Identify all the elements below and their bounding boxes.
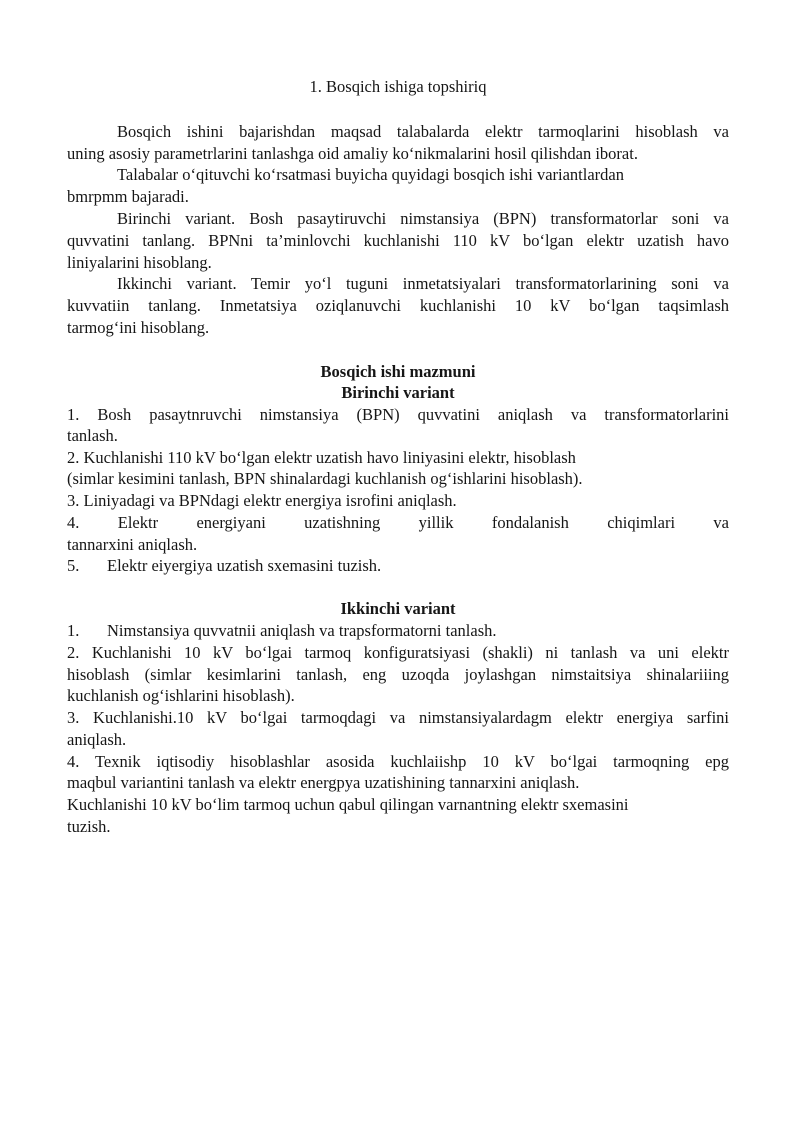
variant-1-item-1-line-1: 1. Bosh pasaytnruvchi nimstansiya (BPN) quvvatini aniqlash va transformatorlarini [67,405,729,424]
variant-1-item-4-line-2: tannarxini aniqlash. [67,535,198,554]
intro-paragraph-3-line-3: liniyalarini hisoblang. [67,253,212,272]
page-title: 1. Bosqich ishiga topshiriq [309,77,487,96]
variant-2-item-2-line-2: hisoblash (simlar kesimlarini tanlash, eng uzoqda joylashgan nimstaitsiya shinalariiing [67,665,729,684]
intro-paragraph-3-line-2: quvvatini tanlang. BPNni ta’minlovchi kuchlanishi 110 kV bo‘lgan elektr uzatish havo [67,231,729,250]
intro-paragraph-1-line-1: Bosqich ishini bajarishdan maqsad talabalarda elektr tarmoqlarini hisoblash va [117,122,729,141]
variant-1-item-2-line-1: 2. Kuchlanishi 110 kV bo‘lgan elektr uzatish havo liniyasini elektr, hisoblash [67,448,576,467]
intro-paragraph-2-line-1: Talabalar o‘qituvchi ko‘rsatmasi buyicha quyidagi bosqich ishi variantlardan [117,165,624,184]
variant-2-item-2-line-1: 2. Kuchlanishi 10 kV bo‘lgai tarmoq konfiguratsiyasi (shakli) ni tanlash va uni elektr [67,643,729,662]
variant-1-item-4-line-1: 4. Elektr energiyani uzatishning yillik fondalanish chiqimlari va [67,513,729,532]
intro-paragraph-4-line-2: kuvvatiin tanlang. Inmetatsiya oziqlanuvchi kuchlanishi 10 kV bo‘lgan taqsimlash [67,296,729,315]
variant-2-item-1-number: 1. [67,621,80,640]
variant-2-heading: Ikkinchi variant [340,599,456,618]
variant-2-final-line-1: Kuchlanishi 10 kV bo‘lim tarmoq uchun qabul qilingan varnantning elektr sxemasini [67,795,629,814]
variant-1-item-5-number: 5. [67,556,80,575]
variant-2-item-3-line-2: aniqlash. [67,730,127,749]
variant-1-item-5 [67,555,729,577]
variant-2-item-1-text: Nimstansiya quvvatnii aniqlash va trapsformatorni tanlash. [107,621,497,640]
variant-2-item-2-line-3: kuchlanish og‘ishlarini hisoblash). [67,686,295,705]
intro-paragraph-2-line-2: bmrpmm bajaradi. [67,187,189,206]
variant-1-item-5-text: Elektr eiyergiya uzatish sxemasini tuzish. [107,556,382,575]
intro-paragraph-4-line-1: Ikkinchi variant. Temir yo‘l tuguni inmetatsiyalari transformatorlarining soni va [117,274,729,293]
content-heading: Bosqich ishi mazmuni [320,362,476,381]
variant-2-item-3-line-1: 3. Kuchlanishi.10 kV bo‘lgai tarmoqdagi va nimstansiyalardagm elektr energiya sarfini [67,708,729,727]
intro-paragraph-4-line-3: tarmog‘ini hisoblang. [67,318,210,337]
intro-paragraph-3-line-1: Birinchi variant. Bosh pasaytiruvchi nimstansiya (BPN) transformatorlar soni va [117,209,729,228]
variant-1-item-2-line-2: (simlar kesimini tanlash, BPN shinalardagi kuchlanish og‘ishlarini hisoblash). [67,469,583,488]
variant-1-item-3: 3. Liniyadagi va BPNdagi elektr energiya isrofini aniqlash. [67,491,457,510]
variant-1-item-1-line-2: tanlash. [67,426,118,445]
intro-paragraph-1-line-2: uning asosiy parametrlarini tanlashga oid amaliy ko‘nikmalarini hosil qilishdan iborat. [67,144,638,163]
variant-1-heading: Birinchi variant [341,383,455,402]
variant-2-item-4-line-1: 4. Texnik iqtisodiy hisoblashlar asosida kuchlaiishp 10 kV bo‘lgai tarmoqning epg [67,752,729,771]
variant-2-final-line-2: tuzish. [67,817,111,836]
variant-2-item-1 [67,620,729,642]
variant-2-item-4-line-2: maqbul variantini tanlash va elektr energpya uzatishining tannarxini aniqlash. [67,773,580,792]
